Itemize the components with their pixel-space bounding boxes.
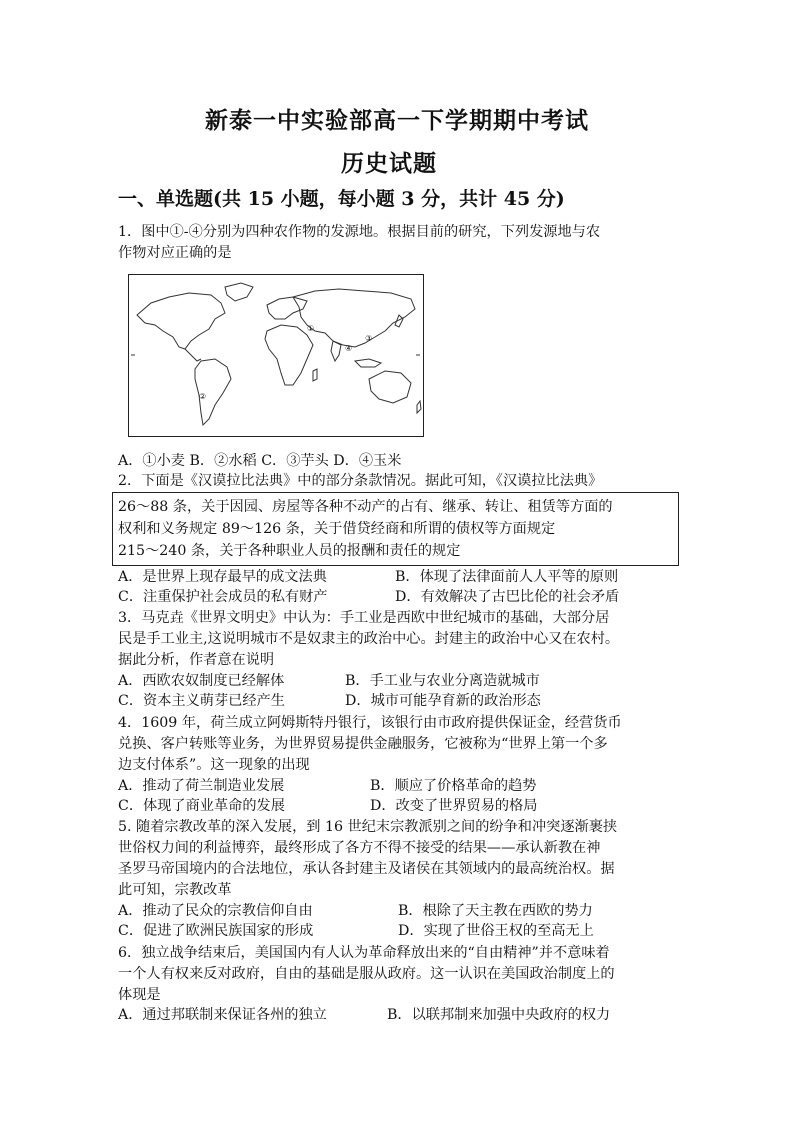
q2-quote-box	[112, 492, 679, 566]
q5-line3: 圣罗马帝国境内的合法地位，承认各封建主及诸侯在其领域内的最高统治权。据	[118, 861, 615, 877]
q6-line1: 6．独立战争结束后，美国国内有人认为革命释放出来的“自由精神”并不意味着	[118, 945, 610, 961]
q6-line3: 体现是	[118, 987, 161, 1003]
q2-option-b: B．体现了法律面前人人平等的原则	[395, 569, 619, 585]
exam-subtitle: 历史试题	[341, 150, 437, 177]
q3-option-d: D．城市可能孕育新的政治形态	[345, 693, 541, 709]
map-label-1: ①	[307, 324, 315, 333]
q5-line4: 此可知，宗教改革	[118, 882, 232, 898]
q4-line3: 边支付体系”。这一现象的出现	[118, 757, 310, 773]
q2-option-d: D．有效解决了古巴比伦的社会矛盾	[395, 589, 620, 605]
q4-line2: 兑换、客户转账等业务，为世界贸易提供金融服务，它被称为“世界上第一个多	[118, 736, 608, 752]
section-heading: 一、单选题(共 15 小题，每小题 3 分，共计 45 分)	[118, 188, 565, 210]
q6-option-b: B．以联邦制来加强中央政府的权力	[387, 1007, 611, 1023]
map-label-2: ②	[199, 392, 207, 401]
q3-option-c: C．资本主义萌芽已经产生	[118, 693, 285, 709]
q1-stem-line1: 1．图中①-④分别为四种农作物的发源地。根据目前的研究，下列发源地与农	[118, 224, 601, 240]
q5-option-a: A．推动了民众的宗教信仰自由	[118, 903, 313, 919]
q6-option-a: A．通过邦联制来保证各州的独立	[118, 1007, 327, 1023]
world-map-icon	[129, 275, 422, 435]
q1-stem-line2: 作物对应正确的是	[118, 245, 232, 261]
exam-title: 新泰一中实验部高一下学期期中考试	[205, 107, 589, 134]
q2-stem: 2．下面是《汉谟拉比法典》中的部分条款情况。据此可知，《汉谟拉比法典》	[118, 473, 603, 489]
q2-option-c: C．注重保护社会成员的私有财产	[118, 589, 328, 605]
q4-option-d: D．改变了世界贸易的格局	[370, 798, 538, 814]
q4-option-c: C．体现了商业革命的发展	[118, 798, 285, 814]
map-label-4: ④	[345, 344, 353, 353]
q3-option-b: B．手工业与农业分离造就城市	[345, 673, 540, 689]
world-map-figure	[128, 274, 424, 437]
q2-option-a: A．是世界上现存最早的成文法典	[118, 569, 327, 585]
q4-line1: 4．1609 年，荷兰成立阿姆斯特丹银行，该银行由市政府提供保证金，经营货币	[118, 715, 622, 731]
q2-box-line3: 215～240 条，关于各种职业人员的报酬和责任的规定	[118, 543, 461, 559]
q3-option-a: A．西欧农奴制度已经解体	[118, 673, 285, 689]
q3-line2: 民是手工业主,这说明城市不是奴隶主的政治中心。封建主的政治中心又在农村。	[118, 631, 620, 647]
q2-box-line2: 权利和义务规定 89～126 条，关于借贷经商和所谓的债权等方面规定	[118, 521, 556, 537]
q5-option-d: D．实现了世俗王权的至高无上	[398, 923, 594, 939]
q5-line1: 5. 随着宗教改革的深入发展，到 16 世纪末宗教派别之间的纷争和冲突逐渐裹挟	[118, 819, 618, 835]
q4-option-b: B．顺应了价格革命的趋势	[370, 778, 537, 794]
q3-line1: 3．马克垚《世界文明史》中认为：手工业是西欧中世纪城市的基础，大部分居	[118, 610, 610, 626]
q1-options: A．①小麦 B．②水稻 C．③芋头 D．④玉米	[118, 453, 402, 469]
q6-line2: 一个人有权来反对政府，自由的基础是服从政府。这一认识在美国政治制度上的	[118, 966, 615, 982]
q2-box-line1: 26～88 条，关于因园、房屋等各种不动产的占有、继承、转让、租赁等方面的	[118, 499, 613, 515]
q3-line3: 据此分析，作者意在说明	[118, 652, 275, 668]
q4-option-a: A．推动了荷兰制造业发展	[118, 778, 285, 794]
q5-option-b: B．根除了天主教在西欧的势力	[398, 903, 593, 919]
map-label-3: ③	[365, 334, 373, 343]
q5-line2: 世俗权力间的利益博弈，最终形成了各方不得不接受的结果——承认新教在神	[118, 840, 601, 856]
q5-option-c: C．促进了欧洲民族国家的形成	[118, 923, 314, 939]
